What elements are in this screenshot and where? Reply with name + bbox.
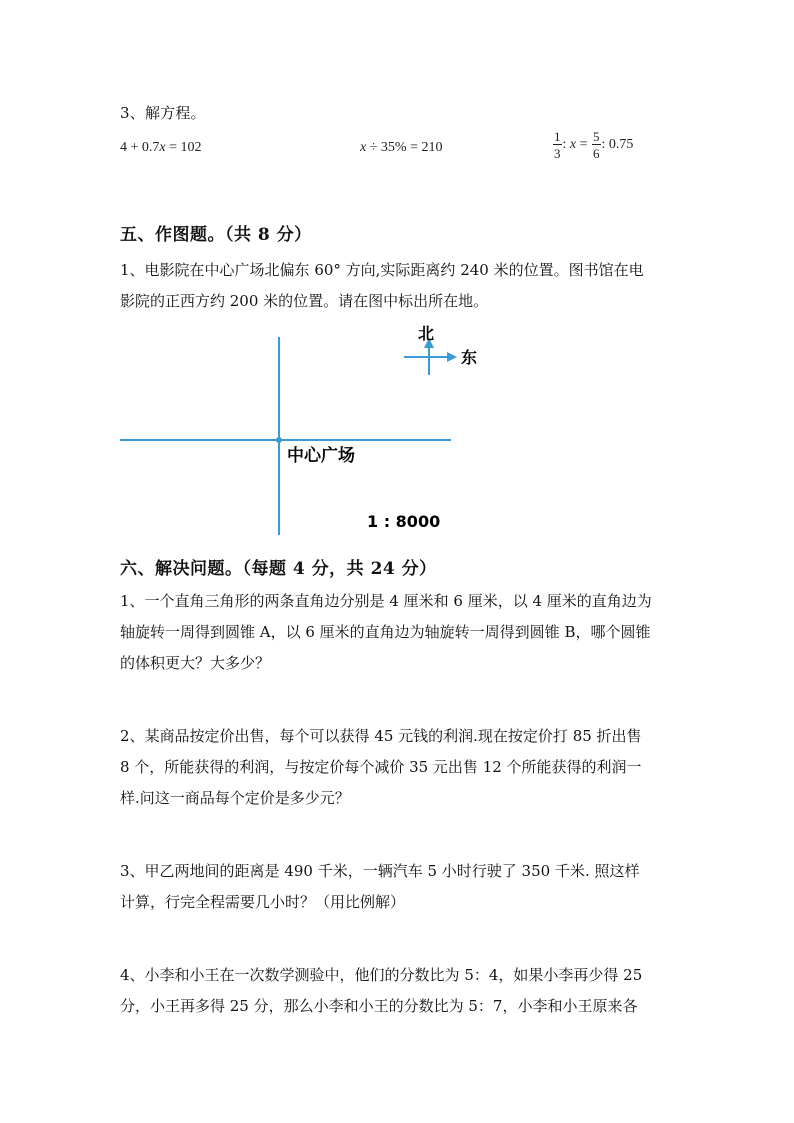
- question-line: 的体积更大？大多少？: [120, 654, 271, 672]
- section-6-question-2: [120, 721, 675, 814]
- equation-3-tail: : 0.75: [601, 137, 634, 153]
- question-line: 样.问这一商品每个定价是多少元？: [120, 789, 350, 807]
- question-line: 4、小李和小王在一次数学测验中，他们的分数比为 5：4，如果小李再少得 25: [120, 966, 643, 984]
- question-line: 3、甲乙两地间的距离是 490 千米，一辆汽车 5 小时行驶了 350 千米. 照这样: [120, 862, 640, 880]
- equation-2-rest: ÷ 35% = 210: [366, 140, 443, 155]
- fraction-1-numerator: 1: [554, 129, 561, 144]
- question-line: 1、电影院在中心广场北偏东 60° 方向,实际距离约 240 米的位置。图书馆在电: [120, 261, 644, 279]
- center-square-label: 中心广场: [287, 446, 355, 466]
- equation-3-sep: :: [562, 137, 570, 153]
- equations-heading: 3、解方程。: [120, 104, 206, 122]
- question-line: 计算，行完全程需要几小时？（用比例解）: [120, 893, 406, 911]
- question-line: 轴旋转一周得到圆锥 A，以 6 厘米的直角边为轴旋转一周得到圆锥 B，哪个圆锥: [120, 623, 651, 641]
- section-6-heading: 六、解决问题。（每题 4 分，共 24 分）: [120, 559, 437, 579]
- question-line: 分，小王再多得 25 分，那么小李和小王的分数比为 5：7，小李和小王原来各: [120, 997, 638, 1015]
- fraction-1-denominator: 3: [554, 146, 561, 161]
- equation-3-equals: =: [576, 137, 592, 153]
- compass-icon: [404, 338, 457, 375]
- section-6-question-3: [120, 856, 675, 918]
- fraction-2-numerator: 5: [593, 129, 600, 144]
- section-5-heading: 五、作图题。（共 8 分）: [120, 225, 312, 245]
- fraction-2-denominator: 6: [593, 146, 600, 161]
- equation-1-rhs: = 102: [165, 140, 202, 155]
- north-label: 北: [418, 324, 435, 343]
- question-line: 2、某商品按定价出售，每个可以获得 45 元钱的利润.现在按定价打 85 折出售: [120, 727, 642, 745]
- question-line: 1、一个直角三角形的两条直角边分别是 4 厘米和 6 厘米，以 4 厘米的直角边为: [120, 592, 652, 610]
- question-line: 8 个，所能获得的利润，与按定价每个减价 35 元出售 12 个所能获得的利润一: [120, 758, 642, 776]
- section-6-question-1: [120, 586, 675, 679]
- equation-1-var: x: [159, 140, 166, 155]
- section-6-question-4: [120, 960, 675, 1022]
- east-label: 东: [461, 348, 478, 367]
- equation-1-lhs: 4 + 0.7: [120, 140, 160, 155]
- scale-label: 1 : 8000: [367, 512, 441, 531]
- question-line: 影院的正西方约 200 米的位置。请在图中标出所在地。: [120, 292, 489, 310]
- equation-3-var: x: [569, 137, 577, 153]
- center-square-point: [276, 437, 282, 443]
- equation-2-var: x: [360, 140, 367, 155]
